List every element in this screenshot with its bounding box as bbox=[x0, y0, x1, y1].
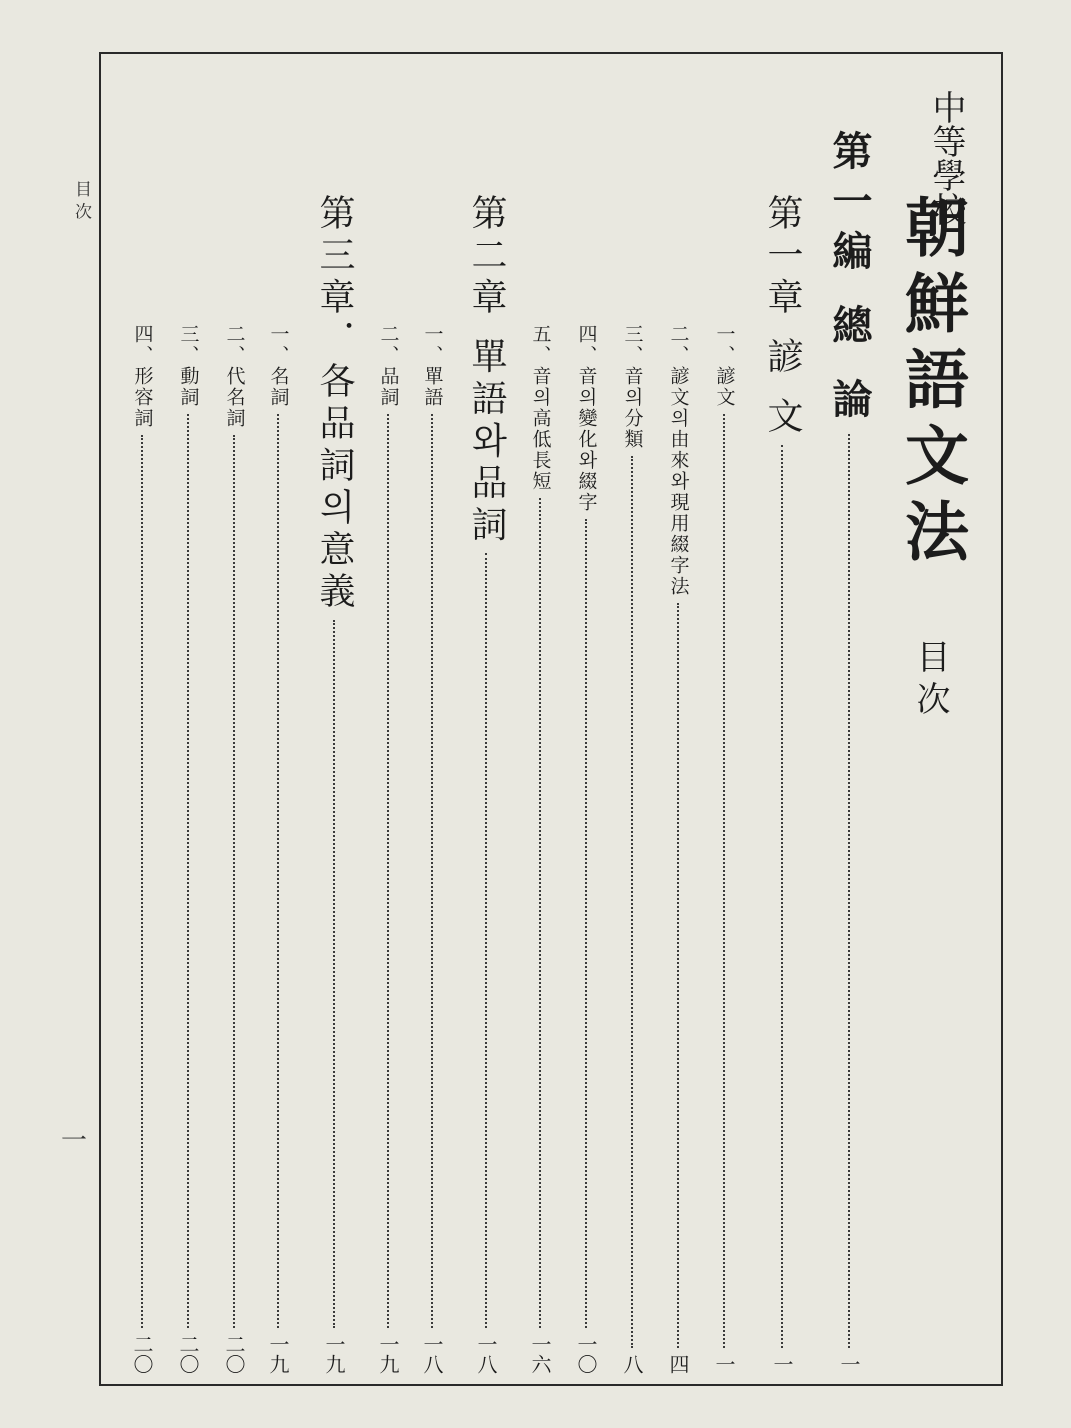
dot-leader bbox=[277, 414, 279, 1328]
dot-leader bbox=[187, 414, 189, 1328]
dot-leader bbox=[333, 620, 335, 1328]
dot-leader bbox=[781, 445, 783, 1348]
toc-entry-page: 二〇 bbox=[222, 1334, 246, 1374]
toc-entry-title: 四、音의變化와綴字 bbox=[575, 324, 598, 513]
toc-entry bbox=[525, 324, 555, 1374]
toc-entry-page: 一八 bbox=[420, 1334, 444, 1374]
toc-entry-page: 八 bbox=[620, 1354, 644, 1374]
toc-entry-title: 一、名詞 bbox=[267, 324, 290, 408]
toc-entry-title: 五、音의高低長短 bbox=[529, 324, 552, 492]
toc-entry-page: 一 bbox=[837, 1354, 861, 1374]
dot-leader bbox=[539, 498, 541, 1328]
toc-entry-page: 一九 bbox=[322, 1334, 346, 1374]
toc-entry-title: 第三章．各品詞의意義 bbox=[314, 194, 355, 614]
dot-leader bbox=[233, 435, 235, 1328]
toc-entry-page: 一 bbox=[712, 1354, 736, 1374]
toc-entry-title: 三、音의分類 bbox=[621, 324, 644, 450]
dot-leader bbox=[848, 434, 850, 1348]
toc-entry-title: 二、代名詞 bbox=[223, 324, 246, 429]
toc-entry-title: 二、品詞 bbox=[377, 324, 400, 408]
toc-entry-page: 四 bbox=[666, 1354, 690, 1374]
toc-entry-page: 二〇 bbox=[176, 1334, 200, 1374]
toc-entry-page: 一 bbox=[770, 1354, 794, 1374]
toc-entry-title: 第二章 單語와品詞 bbox=[466, 194, 507, 548]
toc-entry bbox=[311, 194, 357, 1374]
toc-entry-page: 二〇 bbox=[130, 1334, 154, 1374]
school-name: 中等學校 bbox=[926, 90, 966, 226]
toc-entry-page: 一九 bbox=[266, 1334, 290, 1374]
dot-leader bbox=[631, 456, 633, 1348]
toc-entry-page: 一六 bbox=[528, 1334, 552, 1374]
dot-leader bbox=[387, 414, 389, 1328]
toc-entry-title: 二、諺文의由來와現用綴字法 bbox=[667, 324, 690, 597]
toc-entry bbox=[373, 324, 403, 1374]
toc-entry bbox=[709, 324, 739, 1374]
toc-entry-title: 四、形容詞 bbox=[131, 324, 154, 429]
dot-leader bbox=[431, 414, 433, 1328]
toc-entry bbox=[263, 324, 293, 1374]
dot-leader bbox=[723, 414, 725, 1348]
toc-entry bbox=[759, 194, 805, 1374]
page-frame bbox=[99, 52, 1003, 1386]
toc-entry bbox=[417, 324, 447, 1374]
toc-entry bbox=[617, 324, 647, 1374]
toc-entry-title: 第一章 諺 文 bbox=[762, 194, 803, 439]
dot-leader bbox=[585, 519, 587, 1328]
toc-entry-title: 一、單語 bbox=[421, 324, 444, 408]
toc-entry bbox=[127, 324, 157, 1374]
dot-leader bbox=[677, 603, 679, 1348]
dot-leader bbox=[141, 435, 143, 1328]
toc-entry-title: 一、諺文 bbox=[713, 324, 736, 408]
toc-entry-title: 第一編 總 論 bbox=[826, 130, 873, 428]
dot-leader bbox=[485, 553, 487, 1328]
toc-entry bbox=[823, 130, 875, 1374]
toc-entry-page: 一八 bbox=[474, 1334, 498, 1374]
running-head: 目 次 bbox=[71, 180, 91, 220]
toc-entry-page: 一〇 bbox=[574, 1334, 598, 1374]
toc-entry bbox=[173, 324, 203, 1374]
toc-entry bbox=[571, 324, 601, 1374]
toc-entry bbox=[463, 194, 509, 1374]
book-title: 朝鮮語文法 bbox=[894, 194, 969, 574]
toc-entry bbox=[663, 324, 693, 1374]
toc-subtitle: 目次 bbox=[910, 639, 950, 723]
toc-entry-page: 一九 bbox=[376, 1334, 400, 1374]
page-folio: 一 bbox=[60, 1126, 87, 1156]
toc-entry-title: 三、動詞 bbox=[177, 324, 200, 408]
toc-entry bbox=[219, 324, 249, 1374]
